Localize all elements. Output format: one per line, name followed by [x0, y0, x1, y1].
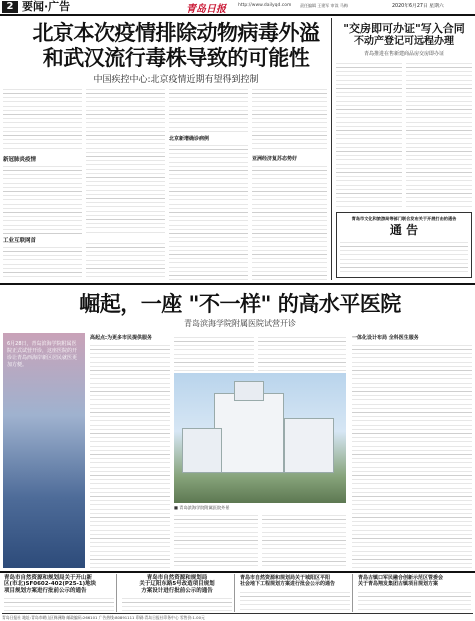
section-divider: [0, 283, 475, 285]
hospital-section-heading: 一体化设计布局 全科医生服务: [352, 335, 419, 341]
building-shape: [214, 393, 284, 473]
sidebar-headline: "交房即可办证"写入合同: [343, 22, 465, 35]
ad-title-line: 社会地下工程规划方案进行批会公示的通告: [240, 581, 336, 588]
building-shape: [284, 418, 334, 473]
newspaper-logo: 青岛日报: [186, 4, 226, 15]
page-number: 2: [6, 1, 14, 12]
ad-title-line: 关于辽阳东路5号改造项目规划: [139, 581, 215, 588]
ad-title-line: 方案设计进行批前公示的通告: [141, 587, 213, 594]
ad-title-line: 项目规划方案进行批前公示的通告: [4, 587, 87, 594]
right-subhead: 亚洲经济复苏态势好: [252, 156, 298, 162]
ad-body: [122, 595, 232, 611]
section-divider: [0, 571, 475, 573]
public-notice-ad: [238, 574, 353, 612]
article-column: [3, 244, 82, 280]
article-column: [169, 86, 248, 132]
hospital-section-heading: 高起点:为更多市民提供服务: [90, 335, 153, 341]
main-headline: [28, 20, 324, 70]
ad-title-line: 关于青岛翔发集团古镇项目规划方案: [358, 581, 439, 588]
public-notice-ad: [120, 574, 235, 612]
notice-box: [336, 212, 472, 278]
hospital-photo-strip: [3, 333, 85, 568]
building-shape: [234, 381, 264, 401]
section-title: 要闻·广告: [22, 0, 71, 13]
main-headline-line2: 和武汉流行毒株导致的可能性: [42, 45, 310, 70]
building-shape: [182, 428, 222, 473]
article-column: [336, 60, 402, 210]
mid-subhead: 北京新增确诊病例: [169, 136, 210, 142]
article-column: [352, 342, 472, 568]
page-number-badge: [2, 1, 18, 13]
ad-body: [240, 589, 350, 611]
article-column: [252, 86, 327, 152]
main-headline-line1: 北京本次疫情排除动物病毒外溢: [32, 20, 320, 45]
ad-title-line: 区(市北)SF0602-402(P25-1)地块: [4, 581, 97, 588]
article-column: [252, 163, 327, 280]
article-column: [262, 512, 346, 568]
public-notice-ad: [2, 574, 117, 612]
editor-line: 责任编辑 王建军 审读 马梅: [300, 3, 348, 8]
main-subheadline: 中国疾控中心:北京疫情近期有望得到控制: [93, 75, 259, 85]
ad-body: [358, 589, 471, 611]
article-column: [174, 334, 254, 372]
article-column: [174, 512, 258, 568]
page-header: [0, 0, 475, 14]
hospital-subheadline: 青岛滨海学院附属医院试营开诊: [184, 319, 296, 328]
column-divider: [331, 18, 332, 280]
hospital-building-photo: [174, 373, 346, 503]
hospital-headline: 崛起，一座 "不一样" 的高水平医院: [79, 291, 401, 316]
article-column: [406, 60, 472, 210]
header-rule: [0, 14, 475, 16]
photo-overlay-text: 6月28日，青岛滨海学院附属医院正式试营开诊，这座医院的开诊让青岛西海岸新区居民就医更加方便。: [7, 341, 78, 368]
article-column: [3, 86, 82, 152]
public-notice-ad: [356, 574, 473, 612]
ad-title-line: 青岛市自然资源和规划局关于城阳区平阳: [240, 575, 331, 581]
article-column: [258, 334, 346, 372]
left-subhead: 新冠肺炎疫情: [3, 157, 37, 163]
ad-title-line: 青岛市自然资源和规划局: [146, 575, 208, 581]
website-url: http://www.dailyqd.com: [238, 3, 292, 8]
article-column: [86, 240, 165, 280]
article-column: [86, 86, 165, 236]
ad-title-line: 青岛市自然资源和规划局关于开山新: [4, 575, 93, 581]
notice-intro: 青岛市文化和旅游局等部门联合发布关于开展打击的通告: [351, 216, 457, 221]
article-column: [169, 142, 248, 280]
notice-label: 通 告: [389, 223, 419, 237]
issue-date: 2020年6月27日 星期六: [392, 4, 444, 9]
photo-caption: ■ 青岛滨海学院附属医院外景: [174, 505, 230, 510]
sidebar-subheadline: 不动产登记可远程办理: [354, 36, 454, 47]
page-footer: 青岛日报社 地址:青岛市崂山区株洲路 邮政编码:266101 广告热线:80891111 印刷:青岛日报社印务中心 零售价:1.00元: [2, 613, 473, 621]
left-subhead: 工业互联网首: [3, 238, 37, 244]
article-column: [90, 342, 170, 568]
article-column: [3, 163, 82, 235]
ad-body: [4, 595, 114, 611]
sidebar-kicker: 青岛推进在售新建商品房交房即办证: [363, 51, 444, 57]
ad-title-line: 青岛古镇口军民融合创新示范区管委会: [358, 575, 444, 581]
notice-body: [340, 239, 468, 273]
